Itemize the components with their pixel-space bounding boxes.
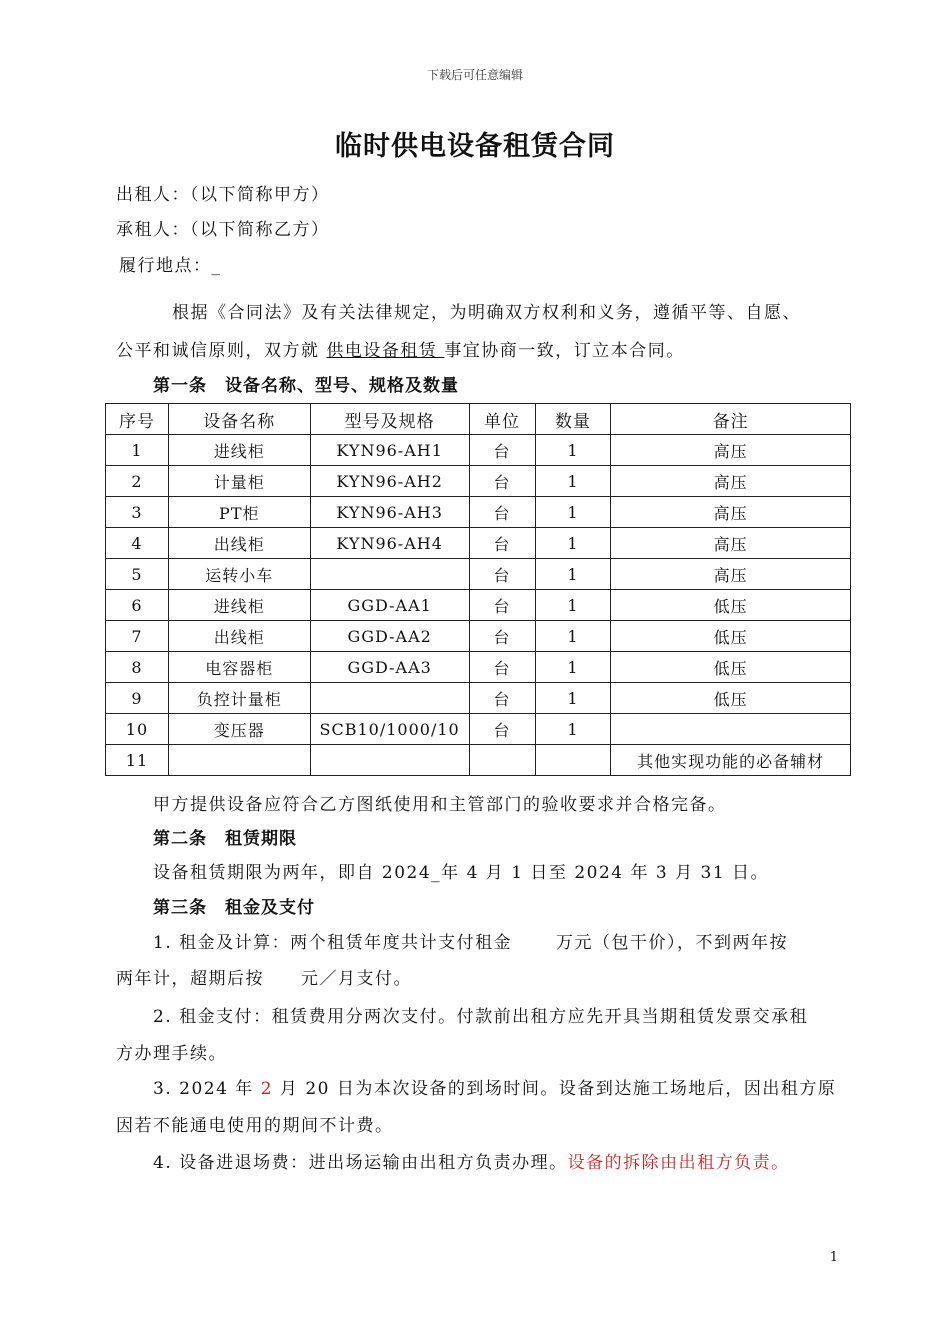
table-cell: [310, 683, 469, 714]
table-row: [106, 466, 851, 497]
table-cell: 计量柜: [168, 466, 310, 497]
table-cell: 11: [106, 745, 169, 776]
page-header: 下载后可任意编辑: [426, 68, 523, 82]
table-cell: 1: [535, 683, 611, 714]
table-cell: 低压: [611, 652, 851, 683]
lessee-line: 承租人：（以下简称乙方）: [116, 220, 330, 240]
table-cell: 低压: [611, 683, 851, 714]
table-cell: 运转小车: [168, 559, 310, 590]
table-row: [106, 590, 851, 621]
page-number: 1: [829, 1250, 838, 1265]
table-cell: 变压器: [168, 714, 310, 745]
table-cell: 1: [535, 466, 611, 497]
table-cell: 低压: [611, 590, 851, 621]
table-cell: 1: [535, 559, 611, 590]
article1-note: 甲方提供设备应符合乙方图纸使用和主管部门的验收要求并合格完备。: [153, 795, 727, 815]
col-header: 数量: [535, 404, 611, 435]
intro-before: 公平和诚信原则，双方就: [116, 341, 327, 361]
table-cell: 4: [106, 528, 169, 559]
article2-text: 设备租赁期限为两年，即自 2024_年 4 月 1 日至 2024 年 3 月 31 日。: [153, 863, 770, 883]
table-cell: 台: [469, 683, 535, 714]
article3-p2-line1: 2. 租金支付：租赁费用分两次支付。付款前出租方应先开具当期租赁发票交承租: [153, 1007, 809, 1027]
table-cell: 1: [106, 435, 169, 466]
table-cell: 台: [469, 435, 535, 466]
table-cell: 进线柜: [168, 435, 310, 466]
table-cell: 6: [106, 590, 169, 621]
table-cell: [310, 745, 469, 776]
table-row: [106, 714, 851, 745]
article3-heading: 第三条 租金及支付: [153, 898, 315, 918]
article3-p1-line1: 1. 租金及计算：两个租赁年度共计支付租金 万元（包干价），不到两年按: [153, 933, 789, 953]
col-header: 序号: [106, 404, 169, 435]
table-cell: 8: [106, 652, 169, 683]
table-cell: 7: [106, 621, 169, 652]
table-row: [106, 652, 851, 683]
table-cell: GGD-AA2: [310, 621, 469, 652]
table-header-row: [106, 404, 851, 435]
table-cell: 9: [106, 683, 169, 714]
lessor-line: 出租人：（以下简称甲方）: [116, 185, 330, 205]
article3-p3-line2: 因若不能通电使用的期间不计费。: [116, 1116, 394, 1136]
table-cell: SCB10/1000/10: [310, 714, 469, 745]
table-cell: 电容器柜: [168, 652, 310, 683]
p3-part2: 月 20 日为本次设备的到场时间。设备到达施工场地后，因出租方原: [273, 1079, 837, 1099]
table-cell: 台: [469, 528, 535, 559]
table-cell: PT柜: [168, 497, 310, 528]
table-cell: 1: [535, 652, 611, 683]
table-cell: [310, 559, 469, 590]
table-cell: 低压: [611, 621, 851, 652]
table-row: [106, 528, 851, 559]
table-cell: 5: [106, 559, 169, 590]
table-cell: 台: [469, 652, 535, 683]
table-cell: 3: [106, 497, 169, 528]
article3-p2-line2: 方办理手续。: [116, 1044, 227, 1064]
intro-line-2: [116, 336, 685, 361]
table-cell: 1: [535, 435, 611, 466]
intro-after: 事宜协商一致，订立本合同。: [444, 341, 685, 361]
col-header: 设备名称: [168, 404, 310, 435]
p4-black: 4. 设备进退场费：进出场运输由出租方负责办理。: [153, 1153, 568, 1173]
table-row: [106, 621, 851, 652]
document-title: 临时供电设备租赁合同: [335, 131, 615, 162]
table-cell: 高压: [611, 528, 851, 559]
table-cell: [469, 745, 535, 776]
article2-heading: 第二条 租赁期限: [153, 829, 297, 849]
table-row: [106, 497, 851, 528]
col-header: 备注: [611, 404, 851, 435]
table-cell: 台: [469, 559, 535, 590]
table-cell: 台: [469, 714, 535, 745]
table-cell: 1: [535, 621, 611, 652]
table-cell: KYN96-AH3: [310, 497, 469, 528]
table-cell: 出线柜: [168, 621, 310, 652]
table-cell: 台: [469, 621, 535, 652]
table-cell: 出线柜: [168, 528, 310, 559]
location-line: 履行地点：_: [119, 256, 222, 276]
table-row: [106, 559, 851, 590]
table-cell: 进线柜: [168, 590, 310, 621]
table-row: [106, 745, 851, 776]
table-cell: 高压: [611, 497, 851, 528]
table-row: [106, 435, 851, 466]
col-header: 单位: [469, 404, 535, 435]
table-cell: 台: [469, 497, 535, 528]
intro-line-1: 根据《合同法》及有关法律规定，为明确双方权利和义务，遵循平等、自愿、: [172, 303, 801, 323]
table-cell: 10: [106, 714, 169, 745]
table-cell: 1: [535, 497, 611, 528]
contract-subject: 供电设备租赁: [326, 341, 445, 361]
table-cell: 2: [106, 466, 169, 497]
table-cell: [535, 745, 611, 776]
table-cell: 台: [469, 590, 535, 621]
col-header: 型号及规格: [310, 404, 469, 435]
p3-part1: 3. 2024 年: [153, 1079, 261, 1099]
table-cell: 高压: [611, 466, 851, 497]
table-cell: KYN96-AH4: [310, 528, 469, 559]
table-cell: 1: [535, 528, 611, 559]
article3-p4: [153, 1148, 790, 1173]
article3-p3-line1: [153, 1074, 836, 1099]
table-cell: 高压: [611, 435, 851, 466]
table-row: [106, 683, 851, 714]
table-cell: GGD-AA3: [310, 652, 469, 683]
table-cell: 台: [469, 466, 535, 497]
table-cell: 高压: [611, 559, 851, 590]
article1-heading: 第一条 设备名称、型号、规格及数量: [153, 376, 459, 396]
table-cell: [168, 745, 310, 776]
table-cell: KYN96-AH2: [310, 466, 469, 497]
table-cell: GGD-AA1: [310, 590, 469, 621]
table-cell: 1: [535, 714, 611, 745]
article3-p1-line2: 两年计，超期后按 元／月支付。: [116, 969, 412, 989]
table-cell: 其他实现功能的必备辅材: [611, 745, 851, 776]
p3-red-month: 2: [260, 1079, 274, 1099]
equipment-table: [105, 403, 851, 776]
table-cell: 1: [535, 590, 611, 621]
table-cell: KYN96-AH1: [310, 435, 469, 466]
table-cell: [611, 714, 851, 745]
p4-red: 设备的拆除由出租方负责。: [567, 1153, 790, 1173]
table-cell: 负控计量柜: [168, 683, 310, 714]
